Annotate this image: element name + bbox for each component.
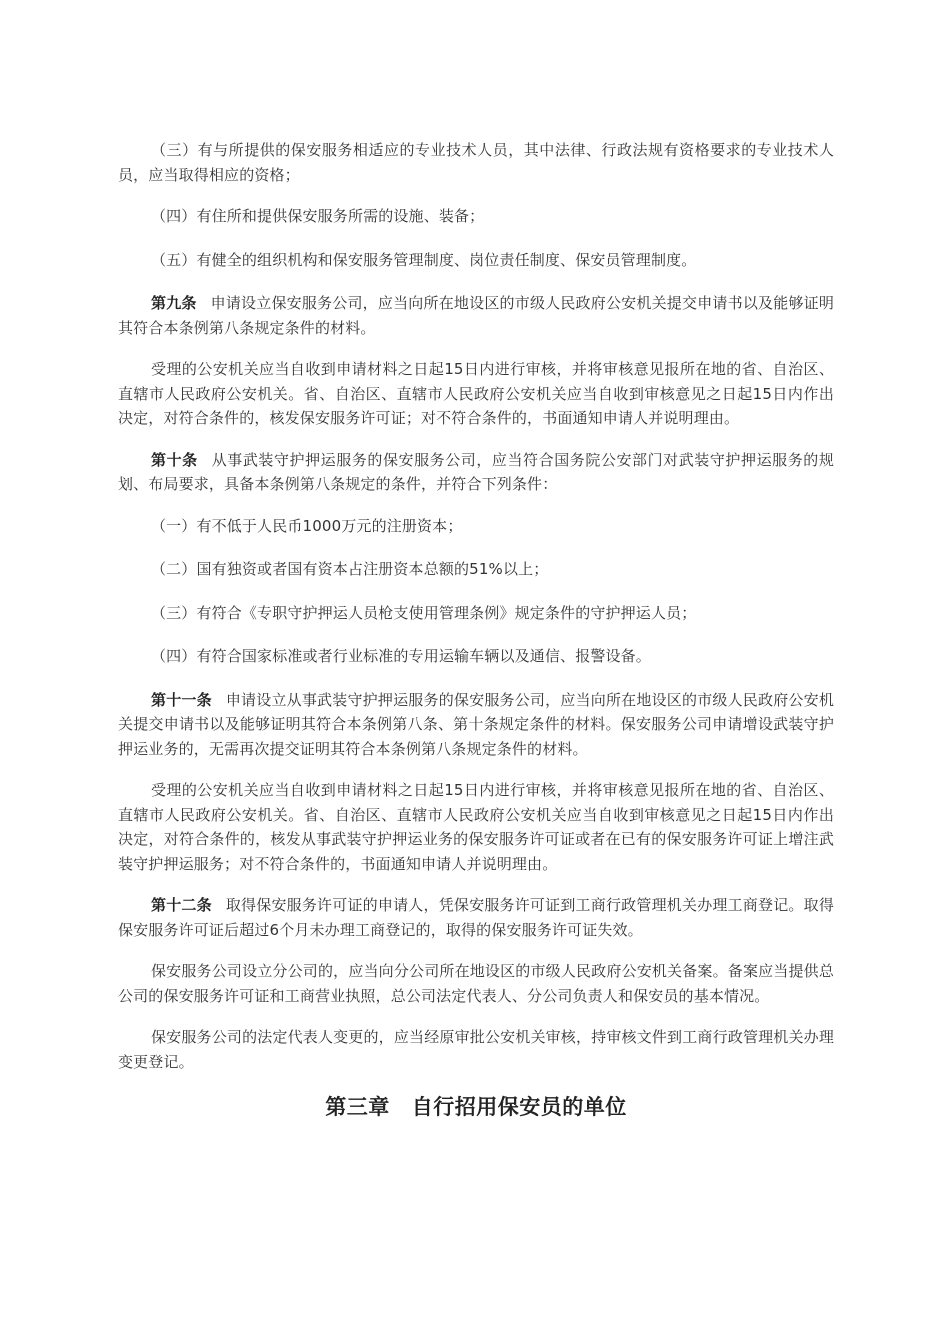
article-label: 第十条 <box>151 450 198 469</box>
article-label: 第九条 <box>151 294 197 312</box>
article-label: 第十一条 <box>151 690 212 709</box>
paragraph-text: （三）有符合《专职守护押运人员枪支使用管理条例》规定条件的守护押运人员； <box>151 603 697 622</box>
paragraph-text: 从事武装守护押运服务的保安服务公司，应当符合国务院公安部门对武装守护押运服务的规划、布局要求，具备本条例第八条规定的条件，并符合下列条件： <box>118 450 834 493</box>
paragraph-item-2-state-owned <box>118 557 834 582</box>
chapter-heading <box>118 1091 834 1121</box>
article-11-review <box>118 778 834 876</box>
chapter-title: 自行招用保安员的单位 <box>411 1095 627 1119</box>
paragraph-text: （五）有健全的组织机构和保安服务管理制度、岗位责任制度、保安员管理制度。 <box>151 250 697 269</box>
paragraph-text: （四）有符合国家标准或者行业标准的专用运输车辆以及通信、报警设备。 <box>151 647 651 665</box>
article-9-review <box>118 357 834 431</box>
article-label: 第十二条 <box>151 896 212 914</box>
paragraph-item-5-organization <box>118 248 834 273</box>
paragraph-text: 保安服务公司的法定代表人变更的，应当经原审批公安机关审核，持审核文件到工商行政管理机关办理变更登记。 <box>118 1028 834 1071</box>
paragraph-text: 受理的公安机关应当自收到申请材料之日起15日内进行审核，并将审核意见报所在地的省、自治区、直辖市人民政府公安机关。省、自治区、直辖市人民政府公安机关应当自收到审核意见之日起15日内作出决定，对符合条件的，核发保安服务许可证；对不符合条件的，书面通知申请人并说明理由。 <box>118 360 834 427</box>
article-9 <box>118 291 834 340</box>
article-12-representative <box>118 1025 834 1074</box>
chapter-number: 第三章 <box>325 1095 390 1119</box>
paragraph-item-4-facilities <box>118 204 834 229</box>
paragraph-text: 取得保安服务许可证的申请人，凭保安服务许可证到工商行政管理机关办理工商登记。取得保安服务许可证后超过6个月未办理工商登记的，取得的保安服务许可证失效。 <box>118 896 834 939</box>
document-page <box>118 138 834 1121</box>
paragraph-item-4-vehicles <box>118 644 834 669</box>
paragraph-text: 受理的公安机关应当自收到申请材料之日起15日内进行审核，并将审核意见报所在地的省、自治区、直辖市人民政府公安机关。省、自治区、直辖市人民政府公安机关应当自收到审核意见之日起15日内作出决定，对符合条件的，核发从事武装守护押运业务的保安服务许可证或者在已有的保安服务许可证上增注武装守护押运服务；对不符合条件的，书面通知申请人并说明理由。 <box>118 781 834 873</box>
paragraph-text: 申请设立保安服务公司，应当向所在地设区的市级人民政府公安机关提交申请书以及能够证明其符合本条例第八条规定条件的材料。 <box>118 294 835 337</box>
article-11 <box>118 688 834 762</box>
paragraph-item-3-staff <box>118 138 834 187</box>
article-12-branch <box>118 959 834 1008</box>
paragraph-text: （二）国有独资或者国有资本占注册资本总额的51%以上； <box>151 560 549 578</box>
paragraph-text: 保安服务公司设立分公司的，应当向分公司所在地设区的市级人民政府公安机关备案。备案应当提供总公司的保安服务许可证和工商营业执照，总公司法定代表人、分公司负责人和保安员的基本情况。 <box>118 962 834 1005</box>
paragraph-item-3-escort-staff <box>118 601 834 626</box>
paragraph-text: （一）有不低于人民币1000万元的注册资本； <box>151 516 463 535</box>
article-10 <box>118 448 834 497</box>
paragraph-text: （四）有住所和提供保安服务所需的设施、装备； <box>151 207 485 225</box>
article-12 <box>118 893 834 942</box>
paragraph-item-1-capital <box>118 514 834 539</box>
paragraph-text: 申请设立从事武装守护押运服务的保安服务公司，应当向所在地设区的市级人民政府公安机关提交申请书以及能够证明其符合本条例第八条、第十条规定条件的材料。保安服务公司申请增设武装守护押运业务的，无需再次提交证明其符合本条例第八条规定条件的材料。 <box>118 690 834 758</box>
paragraph-text: （三）有与所提供的保安服务相适应的专业技术人员，其中法律、行政法规有资格要求的专业技术人员，应当取得相应的资格； <box>118 141 834 184</box>
